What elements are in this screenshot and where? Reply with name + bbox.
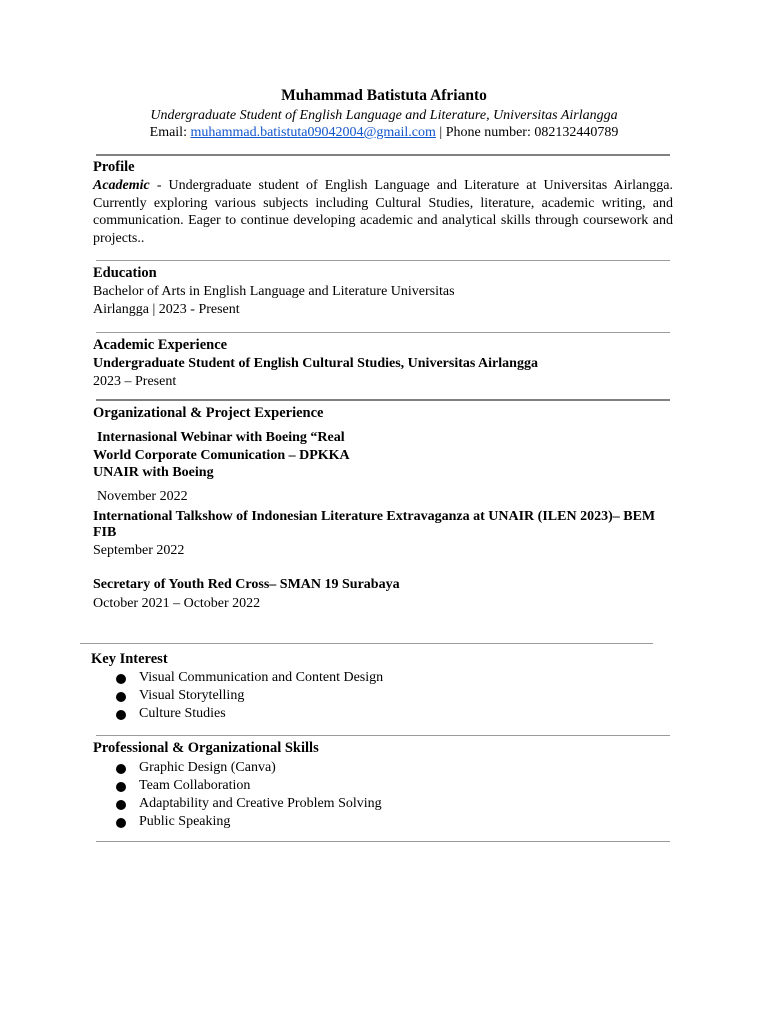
resume-name: Muhammad Batistuta Afrianto — [281, 87, 487, 104]
interest-label: Visual Storytelling — [139, 688, 245, 703]
email-label: Email: — [149, 125, 191, 140]
profile-heading: Profile — [93, 159, 135, 175]
bullet-icon — [116, 674, 126, 684]
organizational-heading: Organizational & Project Experience — [93, 405, 324, 421]
resume-subtitle: Undergraduate Student of English Language and Literature, Universitas Airlangga — [150, 108, 618, 123]
phone-label: | Phone number: — [435, 125, 535, 140]
education-heading: Education — [93, 265, 157, 281]
list-item — [116, 813, 382, 831]
org-item-2-line-2: FIB — [93, 525, 117, 540]
academic-role: Undergraduate Student of English Cultural Studies, Universitas Airlangga — [93, 356, 538, 371]
org-item-1-line-2: World Corporate Comunication – DPKKA — [93, 448, 350, 463]
org-item-2-date: September 2022 — [93, 543, 185, 558]
list-item — [116, 705, 383, 723]
education-line-1: Bachelor of Arts in English Language and Literature Universitas — [93, 284, 455, 299]
skills-list — [116, 759, 382, 831]
interests-divider — [96, 735, 670, 736]
academic-heading: Academic Experience — [93, 337, 228, 353]
skills-heading: Professional & Organizational Skills — [93, 740, 319, 756]
header-divider — [96, 154, 670, 156]
organizational-divider — [80, 643, 653, 644]
org-item-1-date: November 2022 — [97, 489, 188, 504]
interest-label: Visual Communication and Content Design — [139, 670, 384, 685]
bullet-icon — [116, 800, 126, 810]
skill-label: Public Speaking — [139, 814, 231, 829]
profile-divider — [96, 260, 670, 261]
bullet-icon — [116, 710, 126, 720]
skill-label: Adaptability and Creative Problem Solving — [139, 796, 382, 811]
org-item-1-line-1: Internasional Webinar with Boeing “Real — [97, 430, 345, 445]
bullet-icon — [116, 782, 126, 792]
list-item — [116, 795, 382, 813]
org-item-1-line-3: UNAIR with Boeing — [93, 465, 214, 480]
skill-label: Graphic Design (Canva) — [139, 760, 276, 775]
list-item — [116, 759, 382, 777]
skill-label: Team Collaboration — [139, 778, 251, 793]
academic-dates: 2023 – Present — [93, 374, 177, 389]
education-divider — [96, 332, 670, 333]
interests-list — [116, 669, 383, 723]
org-item-3-date: October 2021 – October 2022 — [93, 596, 261, 611]
list-item — [116, 669, 383, 687]
bullet-icon — [116, 764, 126, 774]
profile-text: - Undergraduate student of English Language and Literature at Universitas Airlangga. Currently exploring various subjects including Cultural Studies, literature, academic writing, and communication. Eager to continue developing academic and analytical skills through coursework and projects.. — [93, 178, 673, 246]
profile-lead: Academic — [93, 178, 150, 193]
interests-heading: Key Interest — [91, 651, 168, 667]
org-item-3-title: Secretary of Youth Red Cross– SMAN 19 Surabaya — [93, 577, 400, 592]
list-item — [116, 687, 383, 705]
interest-label: Culture Studies — [139, 706, 226, 721]
contact-line — [0, 125, 768, 141]
skills-divider — [96, 841, 670, 842]
education-line-2: Airlangga | 2023 - Present — [93, 302, 240, 317]
list-item — [116, 777, 382, 795]
org-item-2-line-1: International Talkshow of Indonesian Literature Extravaganza at UNAIR (ILEN 2023)– BEM — [93, 509, 656, 524]
phone-number: 082132440789 — [534, 125, 619, 140]
bullet-icon — [116, 818, 126, 828]
email-link[interactable]: muhammad.batistuta09042004@gmail.com — [190, 125, 436, 140]
profile-paragraph — [93, 177, 673, 247]
academic-divider — [96, 399, 670, 401]
bullet-icon — [116, 692, 126, 702]
